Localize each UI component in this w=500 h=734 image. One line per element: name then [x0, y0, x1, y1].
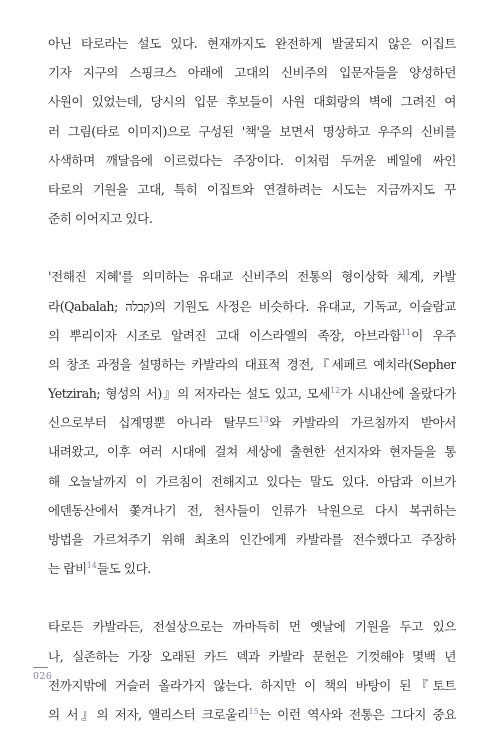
text-line: 아닌 타로라는 설도 있다. 현재까지도 완전하게 발굴되지 않은 이집트: [48, 36, 456, 51]
text-line: 타로든 카발라든, 전설상으로는 까마득히 먼 옛날에 기원을 두고 있으: [48, 619, 456, 635]
text-line: 기자 지구의 스핑크스 아래에 고대의 신비주의 입문자들을 양성하던: [48, 65, 456, 81]
text-segment: 가 시내산에 올랐다가: [340, 386, 456, 402]
text-line: 준히 이어지고 있다.: [48, 211, 153, 227]
text-line: [48, 384, 456, 413]
footnote-ref-15[interactable]: 15: [248, 706, 259, 716]
text-line: [48, 705, 456, 734]
text-line: [48, 559, 456, 588]
text-segment: 와 카발라의 가르침까지 받아서: [268, 415, 456, 431]
paragraph: [48, 34, 456, 238]
page-body: [48, 34, 456, 734]
text-line: 방법을 가르쳐주기 위해 최초의 인간에게 카발라를 전수했다고 주장하: [48, 532, 456, 547]
text-line: '전해진 지혜'를 의미하는 유대교 신비주의 전통의 형이상학 체계, 카발: [48, 269, 456, 285]
text-segment: 신으로부터 십계명뿐 아니라 탈무드: [48, 415, 259, 431]
footnote-ref-11[interactable]: 11: [400, 327, 412, 337]
text-segment: 의 서』의 저자, 앨리스터 크로울리: [48, 706, 249, 722]
text-segment: 는 랍비: [48, 561, 87, 577]
paragraph: [48, 617, 456, 734]
text-segment: Yetzirah; 형성의 서)』의 저자라는 설도 있고, 모세: [48, 386, 331, 402]
text-line: 에덴동산에서 쫓겨나기 전, 천사들이 인류가 낙원으로 다시 복귀하는: [48, 502, 456, 518]
text-line: 타로의 기원을 고대, 특히 이집트와 연결하려는 시도는 지금까지도 꾸: [48, 181, 456, 197]
text-line: [48, 326, 456, 355]
text-line: 라(Qabalah; קבלה)의 기원도 사정은 비슷하다. 유대교, 기독교, 이슬람교: [48, 298, 456, 314]
text-line: [48, 413, 456, 442]
text-line: 내려왔고, 이후 여러 시대에 걸쳐 세상에 출현한 선지자와 현자들을 통: [48, 444, 456, 460]
text-line: 러 그림(타로 이미지)으로 구성된 '책'을 보면서 명상하고 우주의 신비를: [48, 123, 456, 139]
page-number: 026: [33, 671, 53, 682]
footnote-ref-12[interactable]: 12: [330, 385, 341, 395]
text-line: 나, 실존하는 가장 오래된 카드 덱과 카발라 문헌은 기껏해야 몇백 년: [48, 648, 456, 664]
paragraph-gap: [48, 238, 456, 267]
text-line: 사색하며 깨달음에 이르렀다는 주장이다. 이처럼 두꺼운 베일에 싸인: [48, 152, 456, 168]
text-segment: 의 뿌리이자 시조로 알려진 고대 이스라엘의 족장, 아브라함: [48, 327, 401, 343]
paragraph-gap: [48, 588, 456, 617]
footnote-ref-13[interactable]: 13: [258, 415, 269, 425]
page-number-rule: [33, 667, 48, 668]
text-line: 전까지밖에 거슬러 올라가지 않는다. 하지만 이 책의 바탕이 된『토트: [48, 677, 456, 693]
footnote-ref-14[interactable]: 14: [86, 561, 97, 570]
paragraph: [48, 267, 456, 588]
text-segment: 이 우주: [411, 327, 456, 343]
text-line: 해 오늘날까지 이 가르침이 전해지고 있다는 말도 있다. 아담과 이브가: [48, 473, 456, 489]
text-segment: 들도 있다.: [96, 561, 151, 577]
text-segment: 는 이런 역사와 전통은 그다지 중요: [258, 706, 456, 722]
text-line: 사원이 있었는데, 당시의 입문 후보들이 사원 대회랑의 벽에 그려진 여: [48, 94, 456, 110]
text-line: 의 창조 과정을 설명하는 카발라의 대표적 경전,『세페르 예치라(Sepher: [48, 356, 456, 372]
